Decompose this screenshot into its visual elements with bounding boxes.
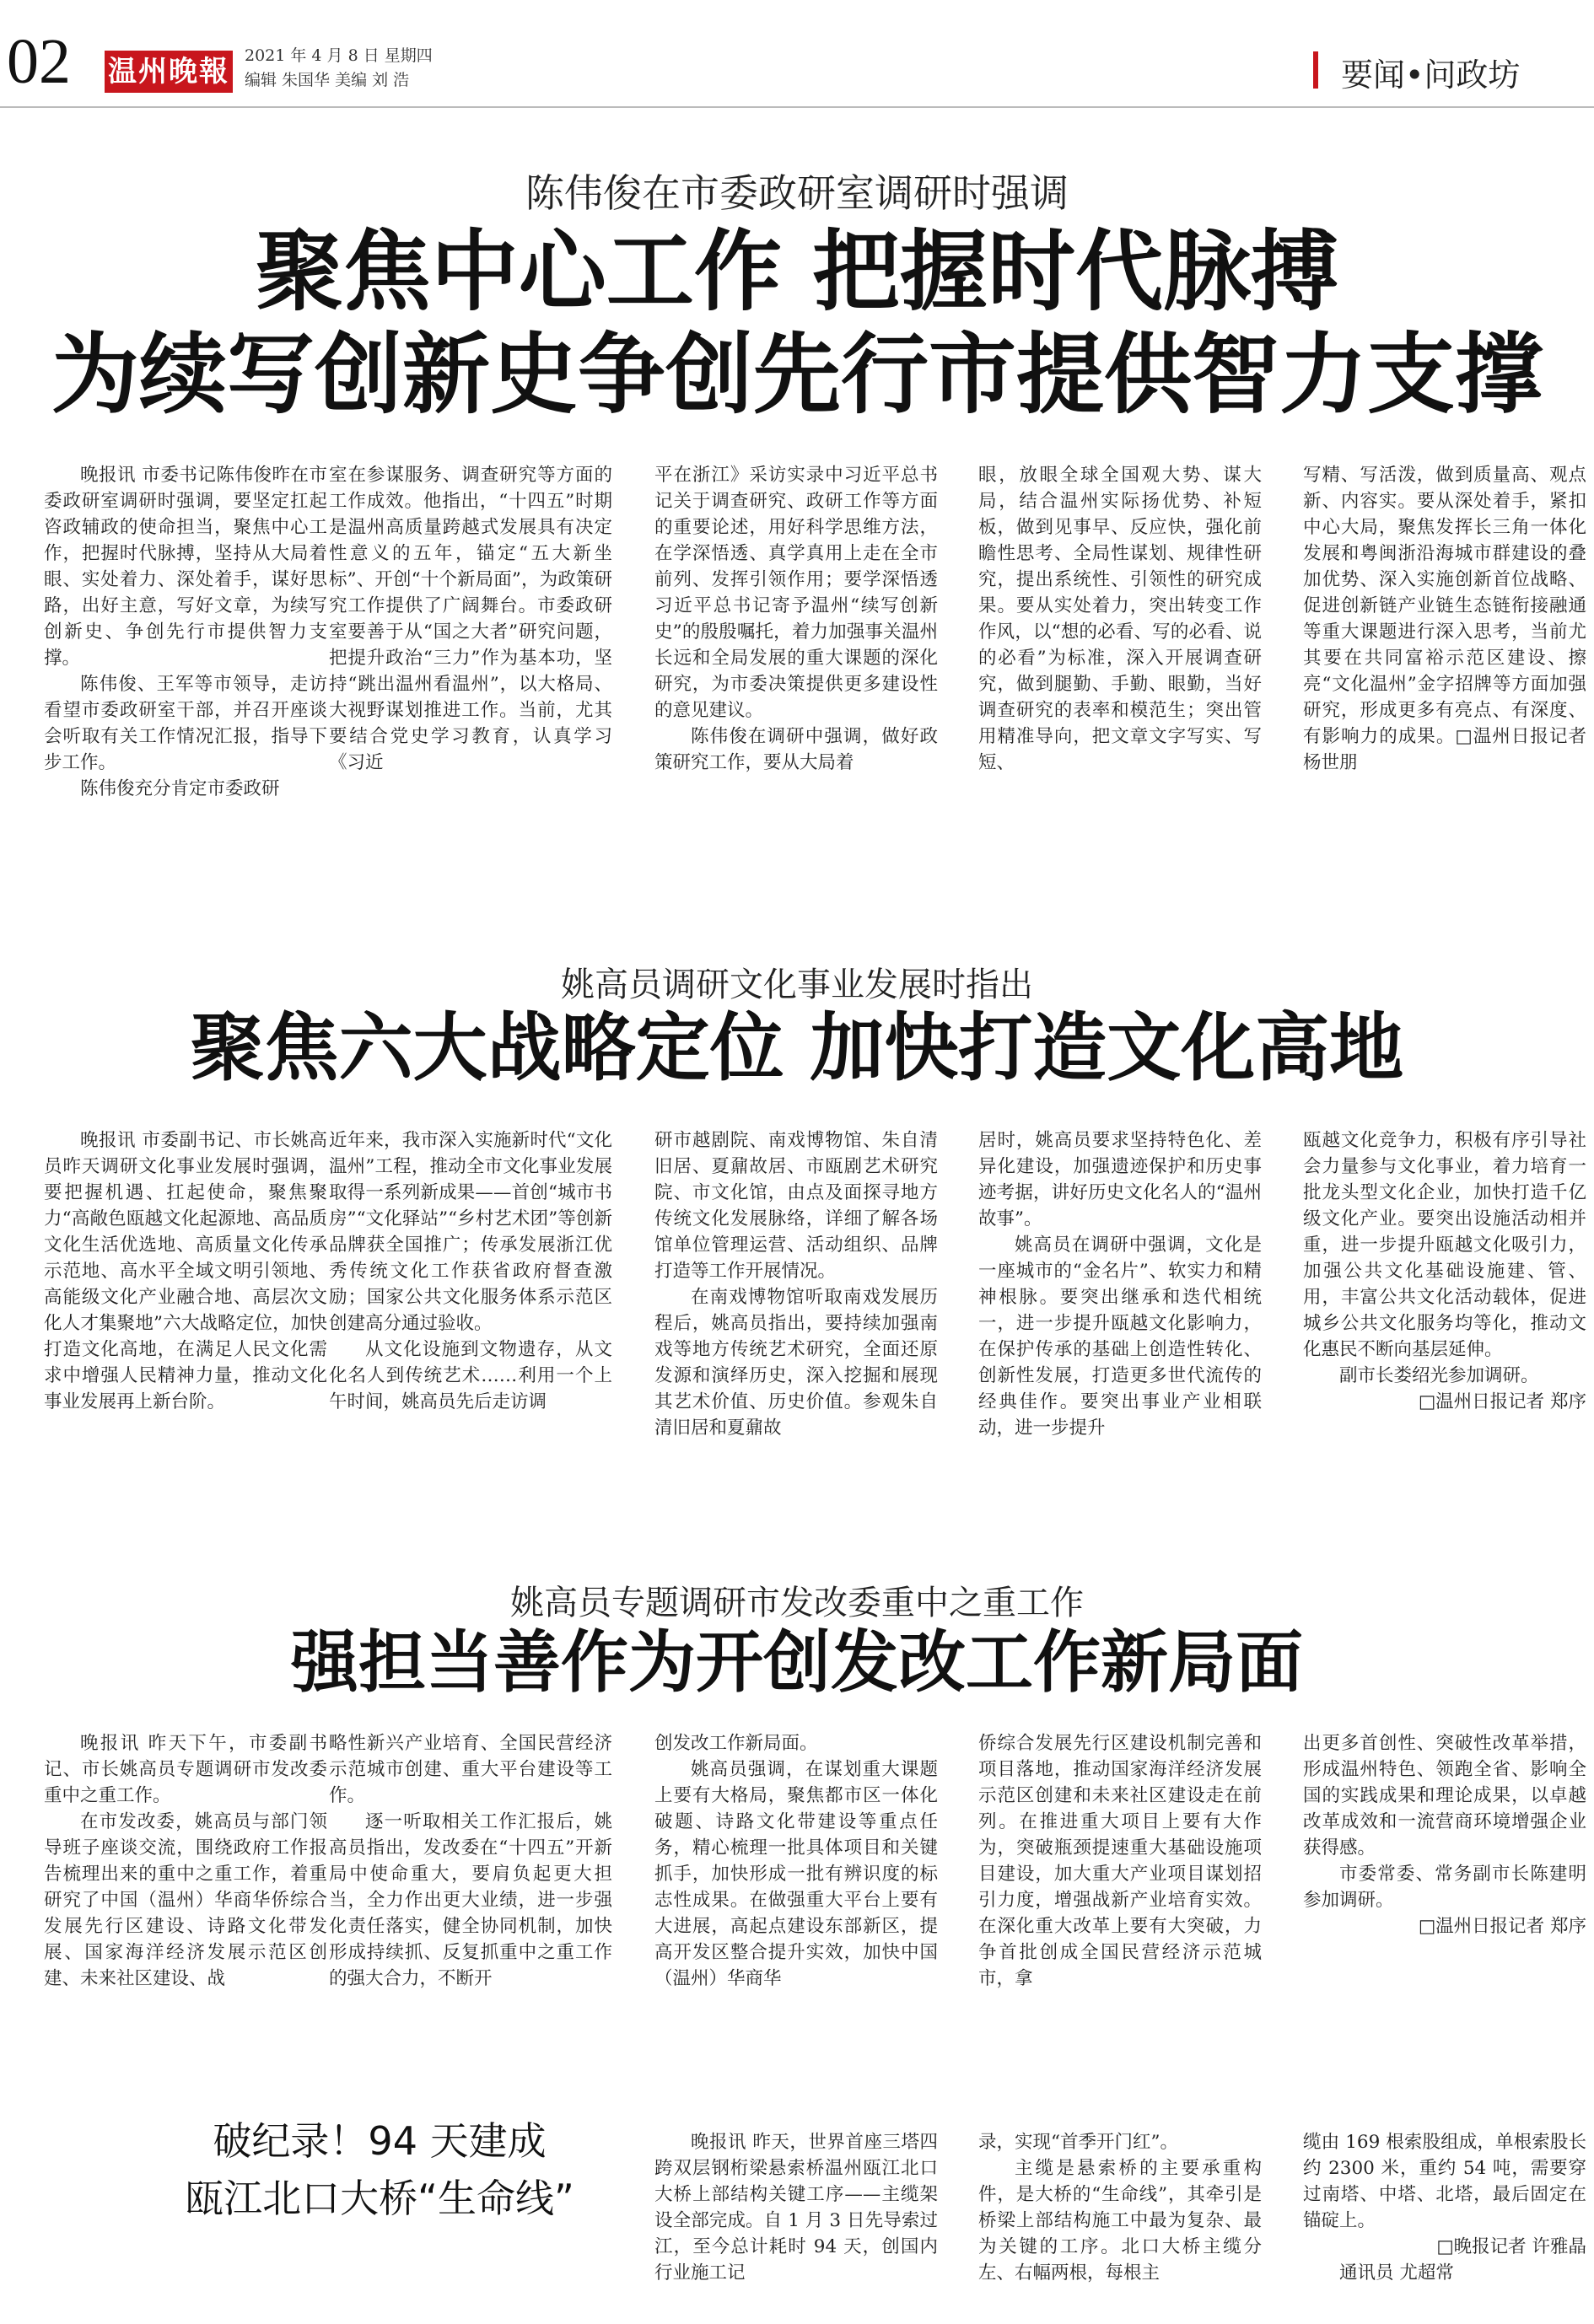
paragraph: 副市长娄绍光参加调研。 (1339, 1365, 1539, 1386)
paragraph: 创发改工作新局面。 (654, 1733, 818, 1754)
paragraph: 居时，姚高员要求坚持特色化、差异化建设，加强遗迹保护和历史事迹考据，讲好历史文化名人的“温州故事”。 (978, 1130, 1262, 1229)
paragraph: 平在浙江》采访实录中习近平总书记关于调查研究、政研工作等方面的重要论述，用好科学思维方法，在学深悟透、真学真用上走在全市前列、发挥引领作用；要学深悟透习近平总书记寄予温州“续写创新史”的殷殷嘱托，着力加强事关温州长远和全局发展的重大课题的深化研究，为市委决策提供更多建设性的意见建议。 (654, 465, 938, 721)
paragraph: 近年来，我市深入实施新时代“文化温州”工程，推动全市文化事业发展取得一系列新成果——首创“城市书房”“文化驿站”“乡村艺术团”等创新品牌获全国推广；传承发展浙江优秀传统文化工作获省政府督查激励；国家公共文化服务体系示范区创建高分通过验收。 (329, 1130, 612, 1334)
paragraph: 出更多首创性、突破性改革举措，形成温州特色、领跑全省、影响全国的实践成果和理论成果，以卓越改革成效和一流营商环境增强企业获得感。 (1303, 1733, 1586, 1859)
paragraph: 研市越剧院、南戏博物馆、朱自清旧居、夏鼐故居、市瓯剧艺术研究院、市文化馆，由点及面探寻地方传统文化发展脉络，详细了解各场馆单位管理运营、活动组织、品牌打造等工作开展情况。 (654, 1130, 938, 1282)
article-2-col-2 (329, 1127, 612, 1490)
section-label: 要闻•问政坊 (1341, 56, 1521, 94)
article-1-kicker: 陈伟俊在市委政研室调研时强调 (525, 170, 1069, 216)
paragraph: □晚报记者 许雅晶 (1436, 2236, 1586, 2257)
article-3-col-2 (329, 1730, 612, 2071)
article-3-col-3 (654, 1730, 938, 2071)
editors-line: 编辑 朱国华 美编 刘 浩 (245, 71, 410, 89)
article-1-col-2 (329, 462, 612, 840)
article-2-col-5 (1303, 1127, 1586, 1490)
article-3-headline: 强担当善作为开创发改工作新局面 (291, 1623, 1303, 1702)
paragraph: 在南戏博物馆听取南戏发展历程后，姚高员指出，要持续加强南戏等地方传统艺术研究，全面还原发源和演绎历史，深入挖掘和展现其艺术价值、历史价值。参观朱自清旧居和夏鼐故 (654, 1287, 938, 1439)
header-rule (0, 106, 1594, 108)
article-3-col-1 (44, 1730, 327, 2071)
paragraph: 晚报讯 市委书记陈伟俊昨在市委政研室调研时强调，要坚定扛起咨政辅政的使命担当，聚焦中心工作，把握时代脉搏，坚持从大局着眼、实处着力、深处着手，谋好思路，出好主意，写好文章，为续写创新史、争创先行市提供智力支撑。 (44, 465, 327, 669)
paragraph: 晚报讯 昨天，世界首座三塔四跨双层钢桁梁悬索桥温州瓯江北口大桥上部结构关键工序——主缆架设全部完成。自 1 月 3 日先导索过江，至今总计耗时 94 天，创国内行业施工记 (654, 2132, 938, 2284)
paragraph: 姚高员强调，在谋划重大课题上要有大格局，聚焦都市区一体化破题、诗路文化带建设等重点任务，精心梳理一批具体项目和关键抓手，加快形成一批有辨识度的标志性成果。在做强重大平台上要有大进展，高起点建设东部新区，提高开发区整合提升实效，加快中国（温州）华商华 (654, 1759, 938, 1989)
article-1-headline-1: 聚焦中心工作 把握时代脉搏 (255, 220, 1339, 323)
paragraph: 眼，放眼全球全国观大势、谋大局，结合温州实际扬优势、补短板，做到见事早、反应快，强化前瞻性思考、全局性谋划、规律性研究，提出系统性、引领性的研究成果。要从实处着力，突出转变工作作风，以“想的必看、写的必看、说的必看”为标准，深入开展调查研究，做到腿勤、手勤、眼勤，当好调查研究的表率和模范生；突出管用精准导向，把文章文字写实、写短、 (978, 465, 1262, 773)
paragraph: 从文化设施到文物遗存，从文化名人到传统艺术……利用一个上午时间，姚高员先后走访调 (329, 1339, 612, 1412)
article-3-col-5 (1303, 1730, 1586, 2071)
paragraph: 晚报讯 昨天下午，市委副书记、市长姚高员专题调研市发改委重中之重工作。 (44, 1733, 327, 1806)
paragraph: 陈伟俊、王军等市领导，走访看望市委政研室干部，并召开座谈会听取有关工作情况汇报，指导下步工作。 (44, 674, 327, 773)
article-1-col-5 (1303, 462, 1586, 840)
paragraph: 录，实现“首季开门红”。 (978, 2132, 1178, 2153)
article-1-headline-2: 为续写创新史争创先行市提供智力支撑 (51, 323, 1543, 426)
paragraph: 陈伟俊充分肯定市委政研 (80, 778, 280, 799)
article-3-col-4 (978, 1730, 1262, 2071)
paragraph: 主缆是悬索桥的主要承重构件，是大桥的“生命线”，其牵引是桥梁上部结构施工中最为复杂、最为关键的工序。北口大桥主缆分左、右幅两根，每根主 (978, 2158, 1262, 2284)
paragraph: 写精、写活泼，做到质量高、观点新、内容实。要从深处着手，紧扣中心大局，聚焦发挥长三角一体化发展和粤闽浙沿海城市群建设的叠加优势、深入实施创新首位战略、促进创新链产业链生态链衔接融通等重大课题进行深入思考，当前尤其要在共同富裕示范区建设、擦亮“文化温州”金字招牌等方面加强研究，形成更多有亮点、有深度、有影响力的成果。□温州日报记者 杨世朋 (1303, 465, 1586, 773)
section-bar (1313, 51, 1318, 89)
article-3-kicker: 姚高员专题调研市发改委重中之重工作 (510, 1584, 1084, 1622)
article-1-col-4 (978, 462, 1262, 840)
article-4-col-3 (1303, 2129, 1586, 2316)
paragraph: 陈伟俊在调研中强调，做好政策研究工作，要从大局着 (654, 726, 938, 773)
article-2-headline: 聚焦六大战略定位 加快打造文化高地 (190, 1004, 1404, 1091)
paragraph: 姚高员在调研中强调，文化是一座城市的“金名片”、软实力和精神根脉。要突出继承和迭代相统一，进一步提升瓯越文化影响力，在保护传承的基础上创造性转化、创新性发展，打造更多世代流传的经典佳作。要突出事业产业相联动，进一步提升 (978, 1235, 1262, 1439)
newspaper-logo: 温州晚報 (105, 51, 233, 93)
paragraph: 晚报讯 市委副书记、市长姚高员昨天调研文化事业发展时强调，要把握机遇、扛起使命，聚焦聚力“高敞色瓯越文化起源地、高品质文化生活优选地、高质量文化传承示范地、高水平全域文明引领地、高能级文化产业融合地、高层次文化人才集聚地”六大战略定位，加快打造文化高地，在满足人民文化需求中增强人民精神力量，推动文化事业发展再上新台阶。 (44, 1130, 327, 1412)
article-4-title-2: 瓯江北口大桥“生命线” (185, 2176, 574, 2221)
paragraph: 缆由 169 根索股组成，单根索股长约 2300 米，重约 54 吨，需要穿过南塔、中塔、北塔，最后固定在锚碇上。 (1303, 2132, 1586, 2231)
issue-meta (245, 44, 433, 93)
paragraph: 瓯越文化竞争力，积极有序引导社会力量参与文化事业，着力培育一批龙头型文化企业，加快打造千亿级文化产业。要突出设施活动相并重，进一步提升瓯越文化吸引力，加强公共文化基础设施建、管、用，丰富公共文化活动载体，促进城乡公共文化服务均等化，推动文化惠民不断向基层延伸。 (1303, 1130, 1586, 1360)
article-1-col-1 (44, 462, 327, 840)
date-line: 2021 年 4 月 8 日 星期四 (245, 46, 433, 65)
paragraph: □温州日报记者 郑序 (1418, 1916, 1586, 1937)
paragraph: 室在参谋服务、调查研究等方面的工作成效。他指出，“十四五”时期是温州高质量跨越式发展具有决定性意义的五年，锚定“五大新坐标”、开创“十个新局面”，为政策研究工作提供了广阔舞台。市委政研室要善于从“国之大者”研究问题，把提升政治“三力”作为基本功，坚持“跳出温州看温州”，以大格局、大视野谋划推进工作。当前，尤其要结合党史学习教育，认真学习《习近 (329, 465, 612, 773)
article-2-col-1 (44, 1127, 327, 1490)
page-header (0, 0, 1594, 114)
paragraph: 逐一听取相关工作汇报后，姚高员指出，发改委在“十四五”开新局中使命重大，要肩负起更大担当，全力作出更大业绩，进一步强化责任落实，健全协同机制，加快形成持续抓、反复抓重中之重工作的强大合力，不断开 (329, 1811, 612, 1989)
article-4-title-1: 破纪录！94 天建成 (213, 2118, 547, 2164)
page-number: 02 (7, 26, 71, 97)
article-2-col-4 (978, 1127, 1262, 1490)
article-4-col-2 (978, 2129, 1262, 2316)
paragraph: □温州日报记者 郑序 (1418, 1391, 1586, 1412)
paragraph: 在市发改委，姚高员与部门领导班子座谈交流，围绕政府工作报告梳理出来的重中之重工作，着重研究了中国（温州）华商华侨综合发展先行区建设、诗路文化带发展、国家海洋经济发展示范区创建、未来社区建设、战 (44, 1811, 327, 1989)
article-2-kicker: 姚高员调研文化事业发展时指出 (561, 966, 1033, 1004)
paragraph: 市委常委、常务副市长陈建明参加调研。 (1303, 1864, 1586, 1911)
paragraph: 侨综合发展先行区建设机制完善和项目落地，推动国家海洋经济发展示范区创建和未来社区建设走在前列。在推进重大项目上要有大作为，突破瓶颈提速重大基础设施项目建设，加大重大产业项目谋划招引力度，增强战新产业培育实效。在深化重大改革上要有大突破，力争首批创成全国民营经济示范城市，拿 (978, 1733, 1262, 1989)
article-4-col-1 (654, 2129, 938, 2316)
paragraph: 通讯员 尤超常 (1339, 2262, 1454, 2284)
paragraph: 略性新兴产业培育、全国民营经济示范城市创建、重大平台建设等工作。 (329, 1733, 612, 1806)
article-2-col-3 (654, 1127, 938, 1490)
article-1-col-3 (654, 462, 938, 840)
